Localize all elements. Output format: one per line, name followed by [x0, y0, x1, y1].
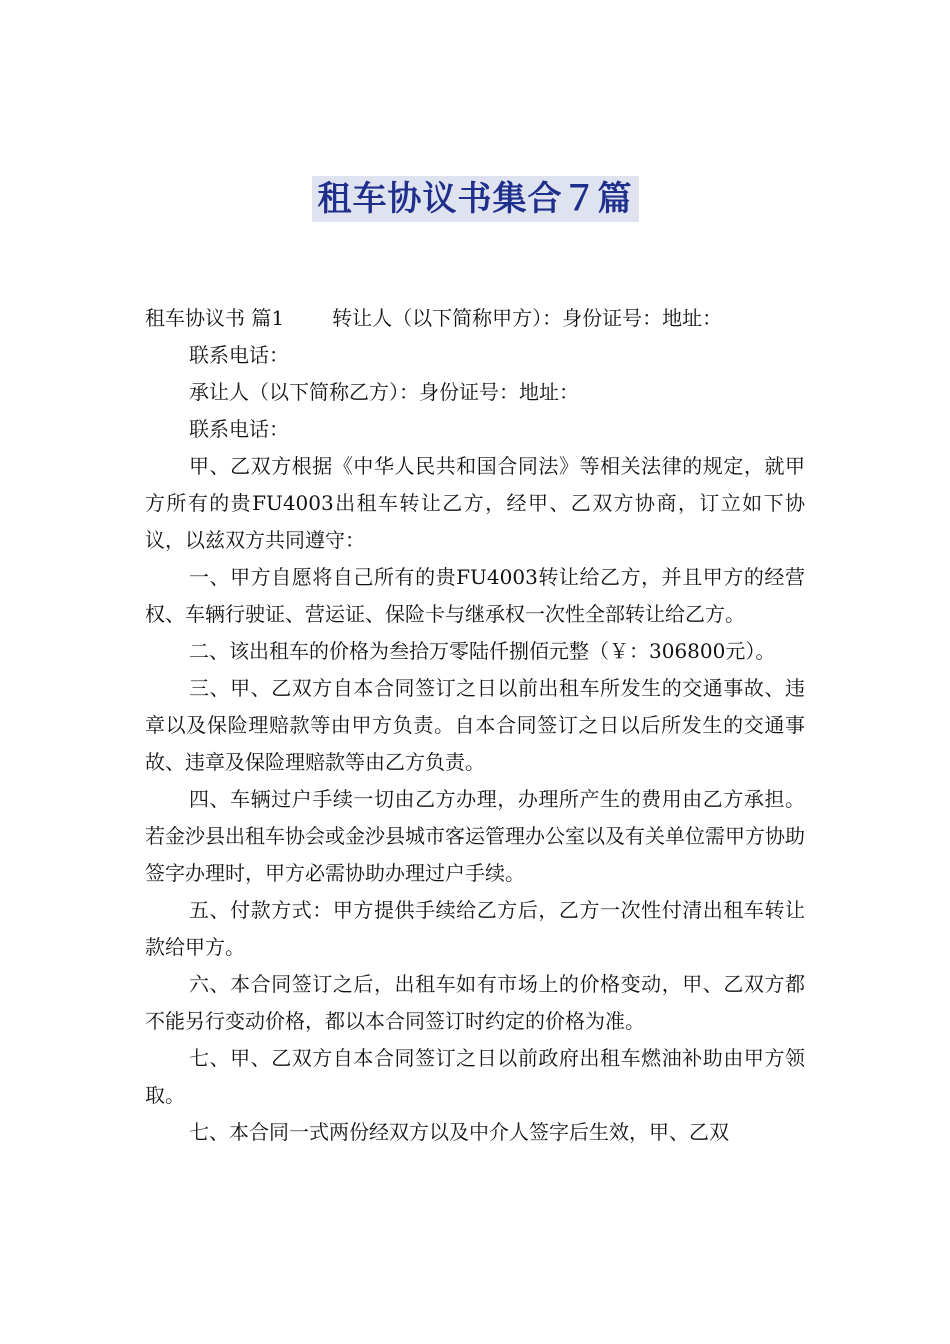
document-body	[145, 300, 805, 1151]
paragraph-clause-6: 六、本合同签订之后，出租车如有市场上的价格变动，甲、乙双方都不能另行变动价格，都以本合同签订时约定的价格为准。	[145, 972, 805, 1033]
paragraph-contact-2: 联系电话：	[189, 417, 289, 441]
paragraph-contact-1: 联系电话：	[189, 343, 289, 367]
title-container	[0, 176, 950, 222]
paragraph-clause-4: 四、车辆过户手续一切由乙方办理，办理所产生的费用由乙方承担。若金沙县出租车协会或金沙县城市客运管理办公室以及有关单位需甲方协助签字办理时，甲方必需协助办理过户手续。	[145, 787, 805, 885]
paragraph-preamble: 甲、乙双方根据《中华人民共和国合同法》等相关法律的规定，就甲方所有的贵FU4003出租车转让乙方，经甲、乙双方协商，订立如下协议，以兹双方共同遵守：	[145, 454, 805, 552]
paragraph-clause-7b: 七、本合同一式两份经双方以及中介人签字后生效，甲、乙双	[189, 1120, 729, 1144]
paragraph-clause-3: 三、甲、乙双方自本合同签订之日以前出租车所发生的交通事故、违章以及保险理赔款等由甲方负责。自本合同签订之日以后所发生的交通事故、违章及保险理赔款等由乙方负责。	[145, 676, 805, 774]
paragraph-transferee: 承让人（以下简称乙方）：身份证号：地址：	[189, 380, 579, 404]
paragraph-clause-7a: 七、甲、乙双方自本合同签订之日以前政府出租车燃油补助由甲方领取。	[145, 1046, 805, 1107]
first-line	[145, 300, 805, 337]
section-heading: 租车协议书 篇1	[145, 306, 285, 330]
document-title: 租车协议书集合７篇	[312, 176, 639, 222]
paragraph-clause-5: 五、付款方式：甲方提供手续给乙方后，乙方一次性付清出租车转让款给甲方。	[145, 898, 805, 959]
paragraph-clause-1: 一、甲方自愿将自己所有的贵FU4003转让给乙方，并且甲方的经营权、车辆行驶证、营运证、保险卡与继承权一次性全部转让给乙方。	[145, 565, 805, 626]
transferor-line: 转让人（以下简称甲方）：身份证号：地址：	[332, 306, 723, 330]
paragraph-clause-2: 二、该出租车的价格为叁拾万零陆仟捌佰元整（￥：306800元）。	[189, 639, 776, 663]
